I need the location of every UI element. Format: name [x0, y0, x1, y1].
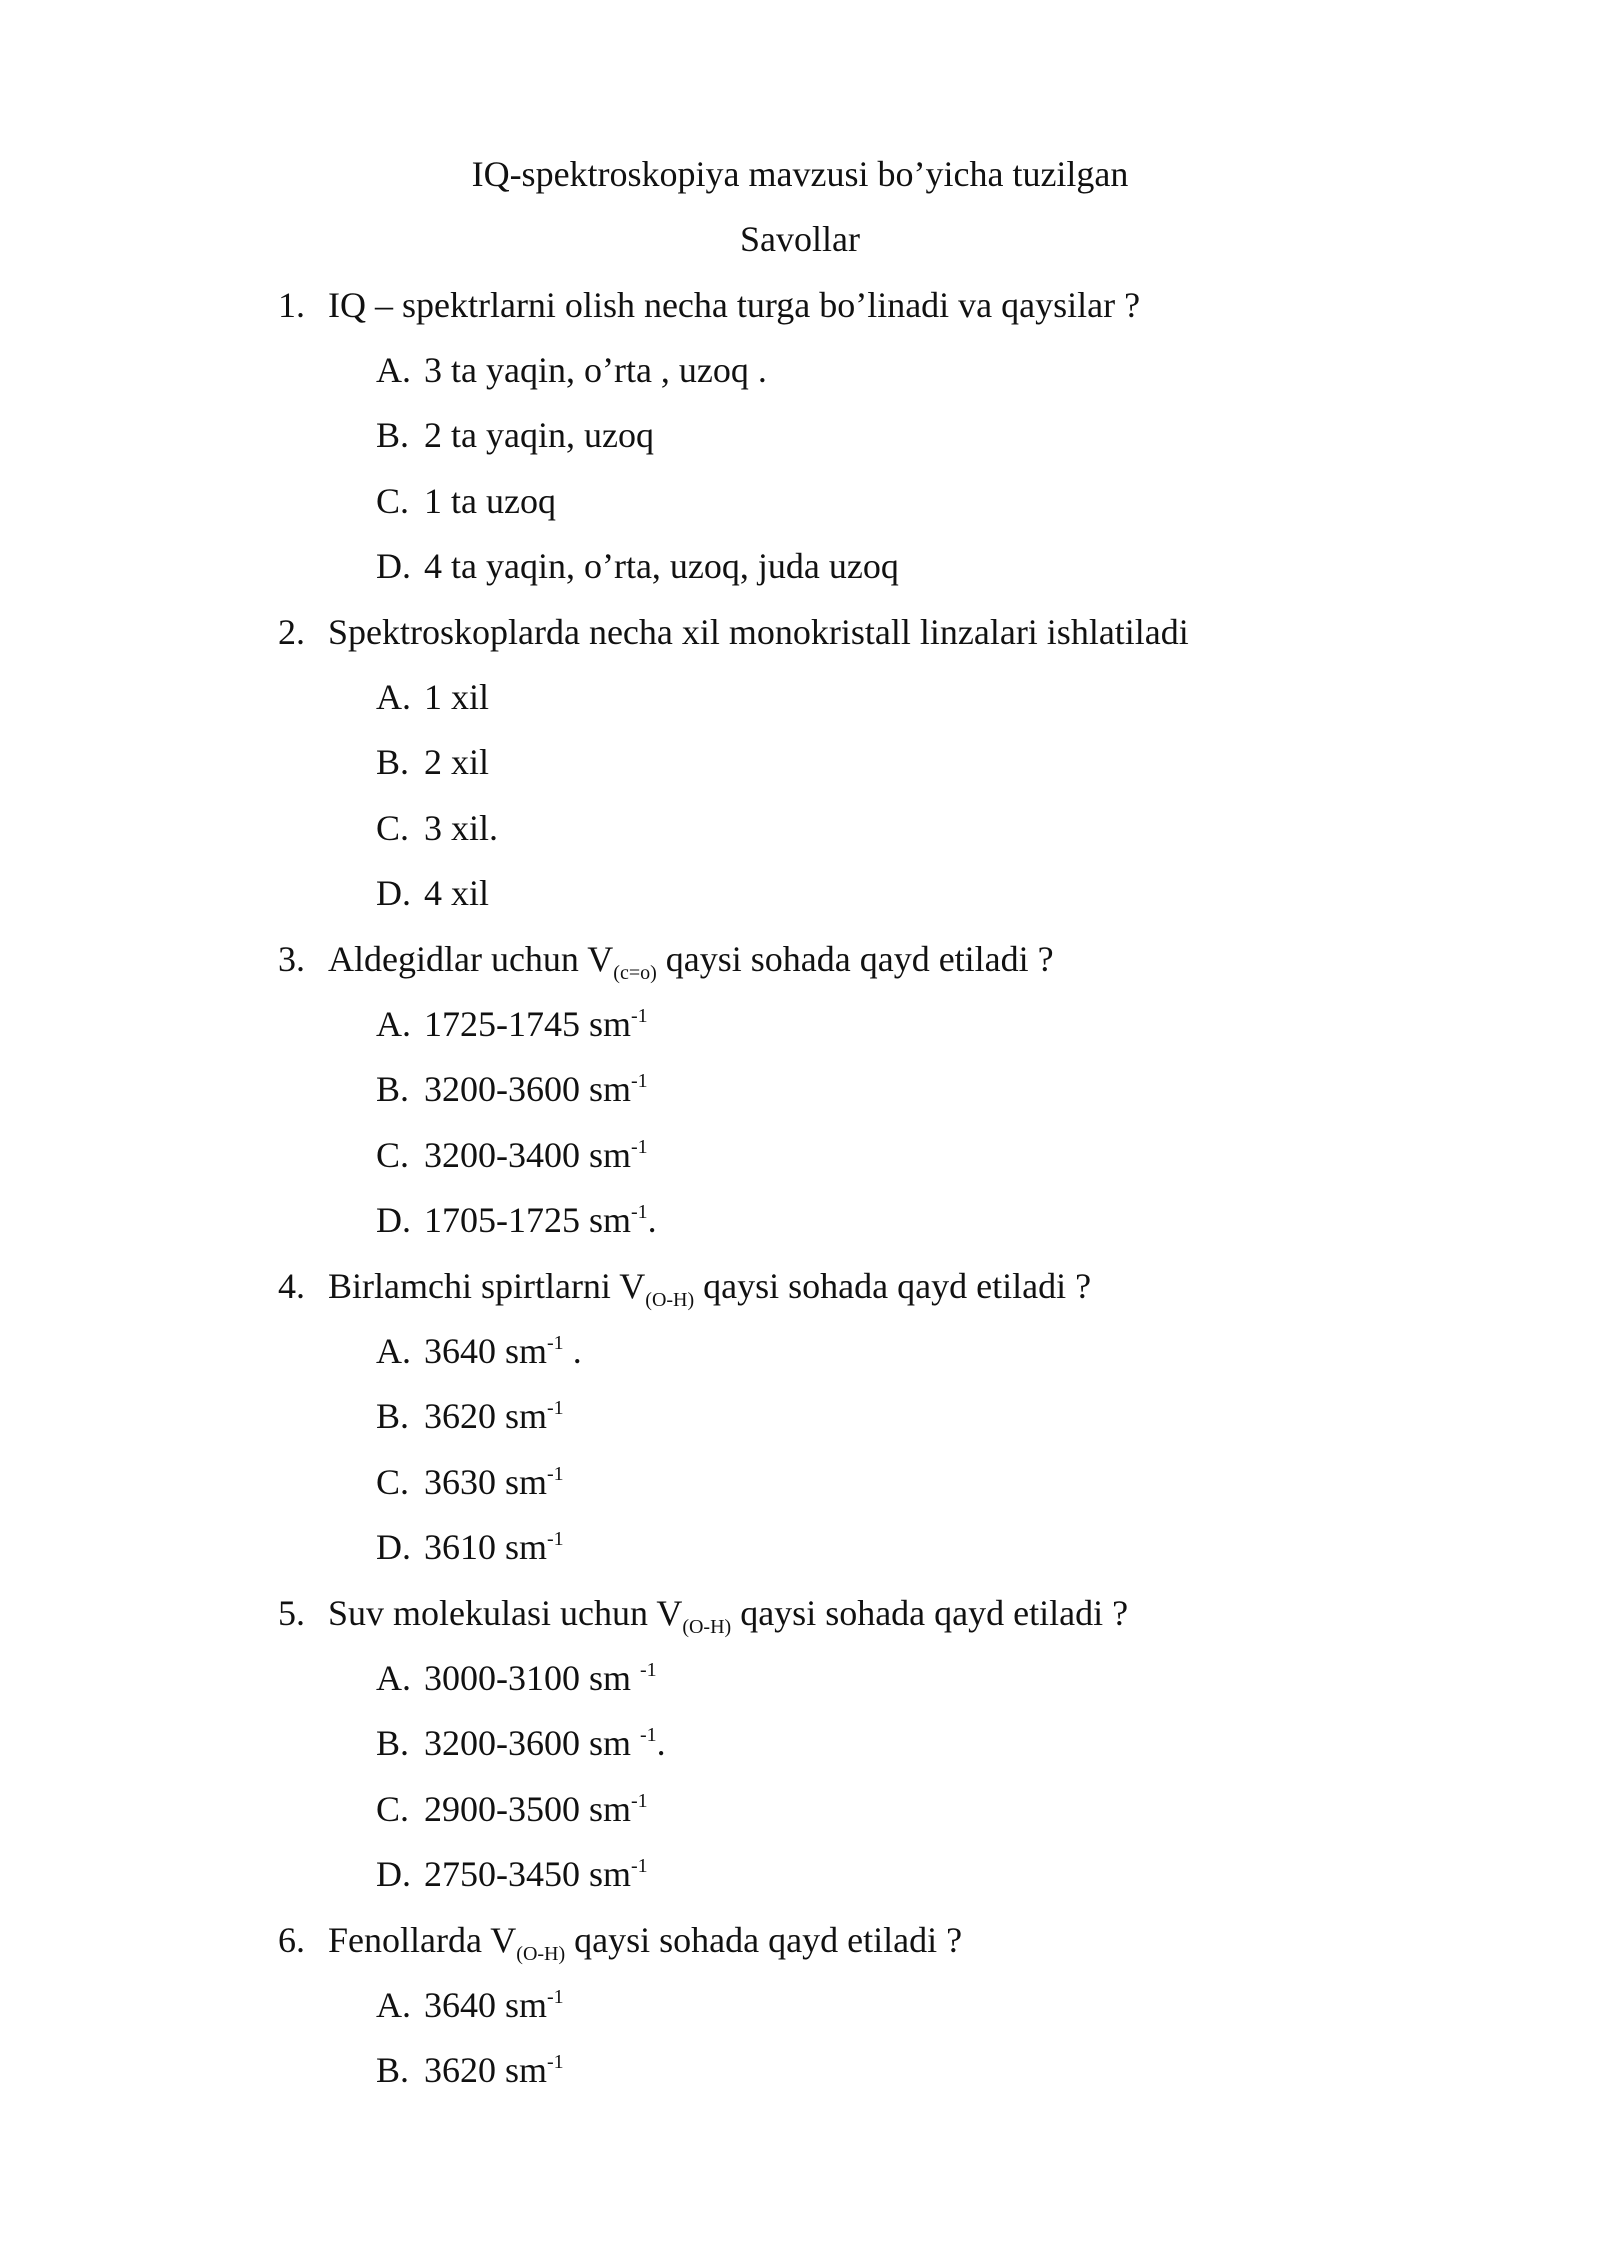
option-value: 3200-3400 sm	[424, 1135, 631, 1175]
option-letter: B.	[376, 2050, 410, 2090]
question-subscript: (O-H)	[645, 1289, 695, 1311]
option-value: 3640 sm	[424, 1985, 548, 2025]
option-value: 3200-3600 sm	[424, 1069, 631, 1109]
option-text	[424, 1525, 564, 1569]
option-text: 3 xil.	[424, 808, 499, 848]
question-text-after: qaysi sohada qayd etiladi ?	[565, 1920, 963, 1960]
option-text	[424, 1852, 648, 1896]
question-subscript: (c=o)	[613, 962, 657, 984]
option-value: 2750-3450 sm	[424, 1854, 631, 1894]
option-text	[424, 1983, 564, 2027]
document-title: IQ-spektroskopiya mavzusi bo’yicha tuzilgan	[471, 154, 1129, 194]
option-text	[424, 1002, 648, 1046]
option-letter: D.	[376, 1854, 411, 1894]
option-superscript: -1	[547, 1463, 564, 1485]
option-letter: A.	[376, 1004, 411, 1044]
question-number: 2.	[278, 612, 305, 652]
question-text-before: Birlamchi spirtlarni V	[328, 1266, 646, 1306]
question-number: 1.	[278, 285, 305, 325]
option-value: 3200-3600 sm	[424, 1723, 640, 1763]
question-subscript: (O-H)	[682, 1616, 732, 1638]
option-letter: D.	[376, 546, 411, 586]
question-text: Spektroskoplarda necha xil monokristall linzalari ishlatiladi	[328, 612, 1189, 652]
option-superscript: -1	[640, 1724, 657, 1746]
option-superscript: -1	[547, 2051, 564, 2073]
question-text	[328, 1591, 1129, 1638]
option-text	[424, 1067, 648, 1111]
question-text-after: qaysi sohada qayd etiladi ?	[656, 939, 1054, 979]
option-text	[424, 1787, 648, 1831]
option-letter: A.	[376, 1985, 411, 2025]
option-superscript: -1	[631, 1136, 648, 1158]
option-suffix: .	[563, 1331, 582, 1371]
option-text: 4 ta yaqin, o’rta, uzoq, juda uzoq	[424, 546, 899, 586]
option-letter: B.	[376, 742, 410, 782]
option-superscript: -1	[547, 1397, 564, 1419]
option-suffix: .	[656, 1723, 666, 1763]
question-text-before: Fenollarda V	[328, 1920, 517, 1960]
option-superscript: -1	[631, 1790, 648, 1812]
option-superscript: -1	[640, 1659, 657, 1681]
option-text: 2 xil	[424, 742, 490, 782]
option-value: 3000-3100 sm	[424, 1658, 640, 1698]
option-text	[424, 1133, 648, 1177]
option-letter: C.	[376, 1135, 410, 1175]
option-letter: B.	[376, 415, 410, 455]
question-text-before: Suv molekulasi uchun V	[328, 1593, 683, 1633]
option-text: 1 xil	[424, 677, 490, 717]
option-letter: C.	[376, 481, 410, 521]
question-number: 6.	[278, 1920, 305, 1960]
option-superscript: -1	[547, 1528, 564, 1550]
option-letter: B.	[376, 1069, 410, 1109]
question-text	[328, 937, 1054, 984]
document-subtitle: Savollar	[740, 219, 860, 259]
option-letter: A.	[376, 1658, 411, 1698]
option-value: 3620 sm	[424, 1396, 548, 1436]
option-letter: B.	[376, 1723, 410, 1763]
option-superscript: -1	[547, 1332, 564, 1354]
option-text	[424, 1460, 564, 1504]
option-value: 3620 sm	[424, 2050, 548, 2090]
question-text	[328, 1264, 1092, 1311]
option-value: 1725-1745 sm	[424, 1004, 631, 1044]
question-text-after: qaysi sohada qayd etiladi ?	[731, 1593, 1129, 1633]
option-letter: A.	[376, 677, 411, 717]
option-text: 3 ta yaqin, o’rta , uzoq .	[424, 350, 767, 390]
option-letter: C.	[376, 1462, 410, 1502]
option-text	[424, 1721, 666, 1765]
option-suffix: .	[647, 1200, 657, 1240]
option-text: 2 ta yaqin, uzoq	[424, 415, 654, 455]
option-value: 1705-1725 sm	[424, 1200, 631, 1240]
question-number: 4.	[278, 1266, 305, 1306]
option-letter: D.	[376, 1200, 411, 1240]
option-text: 4 xil	[424, 873, 490, 913]
option-value: 3640 sm	[424, 1331, 548, 1371]
question-text	[328, 1918, 963, 1965]
option-text	[424, 2048, 564, 2092]
option-superscript: -1	[631, 1005, 648, 1027]
option-superscript: -1	[631, 1201, 648, 1223]
option-letter: B.	[376, 1396, 410, 1436]
option-text: 1 ta uzoq	[424, 481, 556, 521]
question-number: 3.	[278, 939, 305, 979]
option-text	[424, 1394, 564, 1438]
option-letter: D.	[376, 873, 411, 913]
option-text	[424, 1656, 657, 1700]
option-superscript: -1	[631, 1855, 648, 1877]
option-text	[424, 1329, 582, 1373]
question-text: IQ – spektrlarni olish necha turga bo’linadi va qaysilar ?	[328, 285, 1141, 325]
question-text-before: Aldegidlar uchun V	[328, 939, 614, 979]
question-text-after: qaysi sohada qayd etiladi ?	[694, 1266, 1092, 1306]
option-letter: D.	[376, 1527, 411, 1567]
option-letter: C.	[376, 808, 410, 848]
question-number: 5.	[278, 1593, 305, 1633]
option-value: 3630 sm	[424, 1462, 548, 1502]
option-letter: A.	[376, 350, 411, 390]
option-text	[424, 1198, 657, 1242]
option-superscript: -1	[631, 1070, 648, 1092]
option-superscript: -1	[547, 1986, 564, 2008]
option-letter: A.	[376, 1331, 411, 1371]
option-letter: C.	[376, 1789, 410, 1829]
option-value: 3610 sm	[424, 1527, 548, 1567]
option-value: 2900-3500 sm	[424, 1789, 631, 1829]
question-subscript: (O-H)	[516, 1943, 566, 1965]
